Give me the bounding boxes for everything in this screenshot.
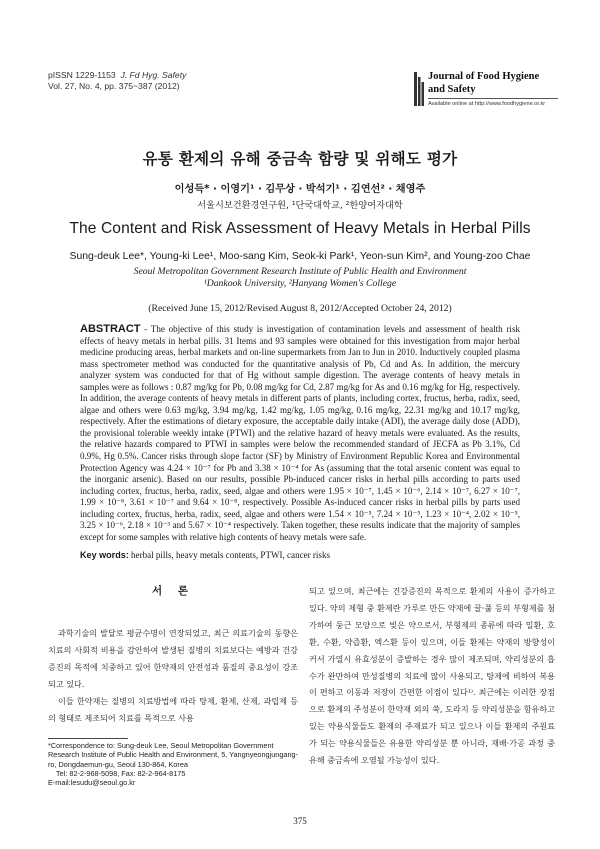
volume-line: Vol. 27, No. 4, pp. 375~387 (2012): [48, 80, 180, 91]
intro-paragraph-continued: 되고 있으며, 최근에는 건강증진의 목적으로 환제의 사용이 증가하고 있다. 약의 제형 중 환제란 가루로 만든 약재에 꿀·풀 등의 부형제를 첨가하여 둥근 모양으로 빚은 약으로서, 부형제의 종류에 따라 밀환, 호환, 수환, 약즙환, 엑스환 등이 있으며, 이들 환제는 약재의 방향성이 커서 가열시 유효성분이 증발하는 경우 많이 제조되며, 약리성분의 흡수가 완만하여 만성질병의 치료에 많이 사용되고, 탕제에 비하여 복용이 편하고 이동과 저장이 간편한 이점이 있다¹⁾. 최근에는 이러한 장점으로 환제의 주성분이 한약재 외의 쑥, 도라지 등 약리성분을 함유하고 있는 약용식물들도 환제의 주재료가 되고 있으나 이들 환제의 주원료가 되는 약용식물들은 유용한 약리성분 뿐 아니라, 재배·가공 과정 중 유해 중금속에 오염될 가능성이 있다.: [309, 586, 555, 766]
keywords-label: Key words:: [80, 550, 129, 560]
english-authors: Sung-deuk Lee*, Young-ki Lee¹, Moo-sang Kim, Seok-ki Park¹, Yeon-sun Kim², and Young-zoo Chae: [69, 251, 531, 262]
received-dates: (Received June 15, 2012/Revised August 8, 2012/Accepted October 24, 2012): [148, 303, 452, 314]
correspondence-footnote: [48, 741, 300, 787]
abstract-heading: ABSTRACT: [80, 323, 141, 335]
journal-url: Available online at http://www.foodhygiene.or.kr: [428, 101, 546, 107]
journal-abbrev: J. Fd Hyg. Safety: [120, 70, 187, 80]
journal-meta: [48, 70, 186, 91]
footnote-phone: Tel: 82-2-968-5098, Fax: 82-2-964-8175: [56, 768, 186, 778]
keywords-text: herbal pills, heavy metals contents, PTWI, cancer risks: [128, 550, 330, 560]
section-heading-introduction: 서 론: [152, 585, 194, 597]
journal-logo-icon: [414, 72, 425, 106]
korean-affiliations: 서울시보건환경연구원, ¹단국대학교, ²한양여자대학: [197, 200, 403, 211]
korean-title: 유통 환제의 유해 중금속 함량 및 위해도 평가: [142, 150, 458, 168]
korean-authors: 이성득* · 이영기¹ · 김무상 · 박석기¹ · 김연선² · 채영주: [174, 184, 426, 195]
journal-name: Journal of Food Hygiene and Safety: [428, 71, 540, 95]
issn-line: pISSN 1229-1153 J. Fd Hyg. Safety: [48, 70, 187, 80]
keywords: [80, 550, 520, 560]
abstract: [80, 324, 520, 543]
journal-divider: [428, 98, 558, 99]
english-affiliation-1: Seoul Metropolitan Government Research Institute of Public Health and Environment: [133, 266, 467, 277]
intro-paragraph-1: 과학기술의 발달로 평균수명이 연장되었고, 최근 의료기술의 동향은 치료의 사회적 비용을 감안하여 발생된 질병의 치료보다는 예방과 건강증진의 목적에 치중하고 있어 한약재의 안전성과 품질의 중요성이 강조되고 있다.: [48, 628, 298, 689]
left-column: [48, 625, 298, 726]
abstract-text: - The objective of this study is investigation of contamination levels and assessment of health risk effects of heavy metals in herbal pills. 31 Items and 93 samples were obtained for this investigation from major herbal medicine producing areas, herbal markets and on-line supermarkets from Jan to Jun in 2010. Inductively coupled plasma mass spectrometer method was conducted for the quantitative analysis of Pb, Cd and As. In addition, the mercury analyzer system was conducted for that of Hg without sample digestion. The average contents of heavy metals in samples were as follows : 0.87 mg/kg for Pb, 0.08 mg/kg for Cd, 2.87 mg/kg for As and 0.16 mg/kg for Hg, respectively. In addition, the average contents of heavy metals in different parts of plants, including cortex, fructus, herba, radix, seed, algae and others were 0.63 mg/kg, 3.94 mg/kg, 1.42 mg/kg, 1.05 mg/kg, 0.16 mg/kg, 22.31 mg/kg and 10.17 mg/kg, respectively. After the estimations of dietary exposure, the acceptable daily intake (ADI), the average daily dose (ADD), the provisional tolerable weekly intake (PTWI) and the relative hazard of heavy metals were evaluated. As the results, the relative hazards compared to PTWI in samples were below the recommended standard of JECFA as Pb 3.1%, Cd 0.9%, Hg 0.5%. Cancer risks through slope factor (SF) by Ministry of Environment Republic Korea and Environmental Protection Agency was 4.24 × 10⁻⁷ for Pb and 3.38 × 10⁻⁴ for As (assuming that the total arsenic content was equal to the inorganic arsenic). Based on our results, possible Pb-induced cancer risks in herbal pills according to parts used including cortex, fructus, herba, radix, seed, algae and others were 1.95 × 10⁻⁷, 1.45 × 10⁻⁶, 2.14 × 10⁻⁷, 6.27 × 10⁻⁷, 1.99 × 10⁻⁸, 3.61 × 10⁻⁷ and 9.64 × 10⁻⁸, respectively. Possible As-induced cancer risks in herbal pills by parts used including cortex, fructus, herba, radix, seed, algae and others were 1.54 × 10⁻⁵, 7.24 × 10⁻⁵, 1.23 × 10⁻⁴, 2.02 × 10⁻⁵, 3.25 × 10⁻⁶, 2.18 × 10⁻³ and 5.67 × 10⁻⁴ respectively. Taken together, these results indicate that the majority of samples except for some samples with relative high contents of heavy metals were safe.: [80, 324, 520, 542]
footnote-divider: [48, 738, 128, 739]
footnote-email: E-mail:lesudu@seoul.go.kr: [48, 778, 136, 788]
page-number: 375: [293, 816, 307, 826]
english-title: The Content and Risk Assessment of Heavy Metals in Herbal Pills: [69, 220, 531, 237]
right-column: [309, 583, 555, 769]
intro-paragraph-2: 이들 한약재는 질병의 치료방법에 따라 탕제, 환제, 산제, 과립제 등의 형태로 제조되어 치료를 목적으로 사용: [48, 695, 298, 723]
footnote-address: *Correspondence to: Sung-deuk Lee, Seoul Metropolitan Government Research Institute of Public Health and Environment, 5, Yangnyeongjungang-ro, Dongdaemun-gu, Seoul 130-864, Korea: [48, 741, 299, 769]
english-affiliation-2: ¹Dankook University, ²Hanyang Women's College: [203, 278, 397, 289]
